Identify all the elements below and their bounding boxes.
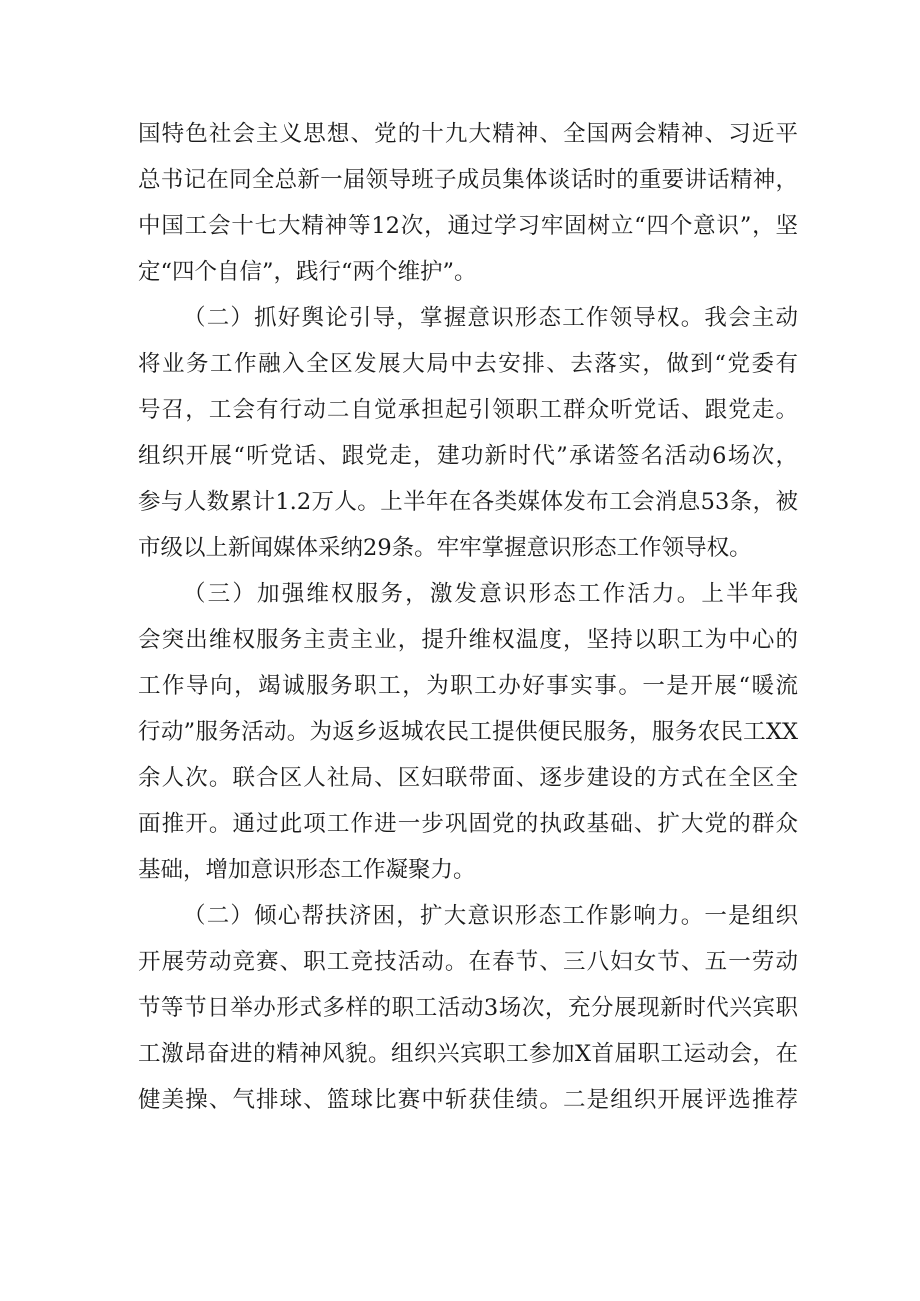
text-line: 号召，工会有行动二自觉承担起引领职工群众听党话、跟党走。	[138, 397, 798, 423]
text-line: （二）倾心帮扶济困，扩大意识形态工作影响力。一是组织	[183, 903, 798, 929]
text-line: 节等节日举办形式多样的职工活动3场次，充分展现新时代兴宾职	[138, 995, 798, 1021]
text-line: 会突出维权服务主责主业，提升维权温度，坚持以职工为中心的	[138, 627, 798, 653]
text-line: 市级以上新闻媒体采纳29条。牢牢掌握意识形态工作领导权。	[138, 535, 752, 561]
text-line: 工激昂奋进的精神风貌。组织兴宾职工参加X首届职工运动会，在	[138, 1041, 798, 1067]
text-line: （三）加强维权服务，激发意识形态工作活力。上半年我	[183, 581, 798, 607]
text-line: 基础，增加意识形态工作凝聚力。	[138, 857, 476, 883]
text-line: 开展劳动竞赛、职工竞技活动。在春节、三八妇女节、五一劳动	[138, 949, 798, 975]
text-line: 国特色社会主义思想、党的十九大精神、全国两会精神、习近平	[138, 121, 798, 147]
document-body	[138, 111, 798, 1123]
text-line: 总书记在同全总新一届领导班子成员集体谈话时的重要讲话精神，	[138, 167, 798, 193]
text-line: 行动”服务活动。为返乡返城农民工提供便民服务，服务农民工XX	[138, 719, 798, 745]
text-line: 健美操、气排球、篮球比赛中斩获佳绩。二是组织开展评选推荐	[138, 1087, 798, 1113]
text-line: （二）抓好舆论引导，掌握意识形态工作领导权。我会主动	[183, 305, 798, 331]
paragraph-4	[138, 893, 798, 1123]
paragraph-2	[138, 295, 798, 571]
text-line: 中国工会十七大精神等12次，通过学习牢固树立“四个意识”，坚	[138, 213, 798, 239]
text-line: 组织开展“听党话、跟党走，建功新时代”承诺签名活动6场次，	[138, 443, 798, 469]
text-line: 定“四个自信”，践行“两个维护”。	[138, 259, 477, 285]
paragraph-1	[138, 111, 798, 295]
text-line: 参与人数累计1.2万人。上半年在各类媒体发布工会消息53条，被	[138, 489, 798, 515]
text-line: 余人次。联合区人社局、区妇联带面、逐步建设的方式在全区全	[138, 765, 798, 791]
paragraph-3	[138, 571, 798, 893]
text-line: 工作导向，竭诚服务职工，为职工办好事实事。一是开展“暖流	[138, 673, 798, 699]
text-line: 面推开。通过此项工作进一步巩固党的执政基础、扩大党的群众	[138, 811, 798, 837]
text-line: 将业务工作融入全区发展大局中去安排、去落实，做到“党委有	[138, 351, 798, 377]
